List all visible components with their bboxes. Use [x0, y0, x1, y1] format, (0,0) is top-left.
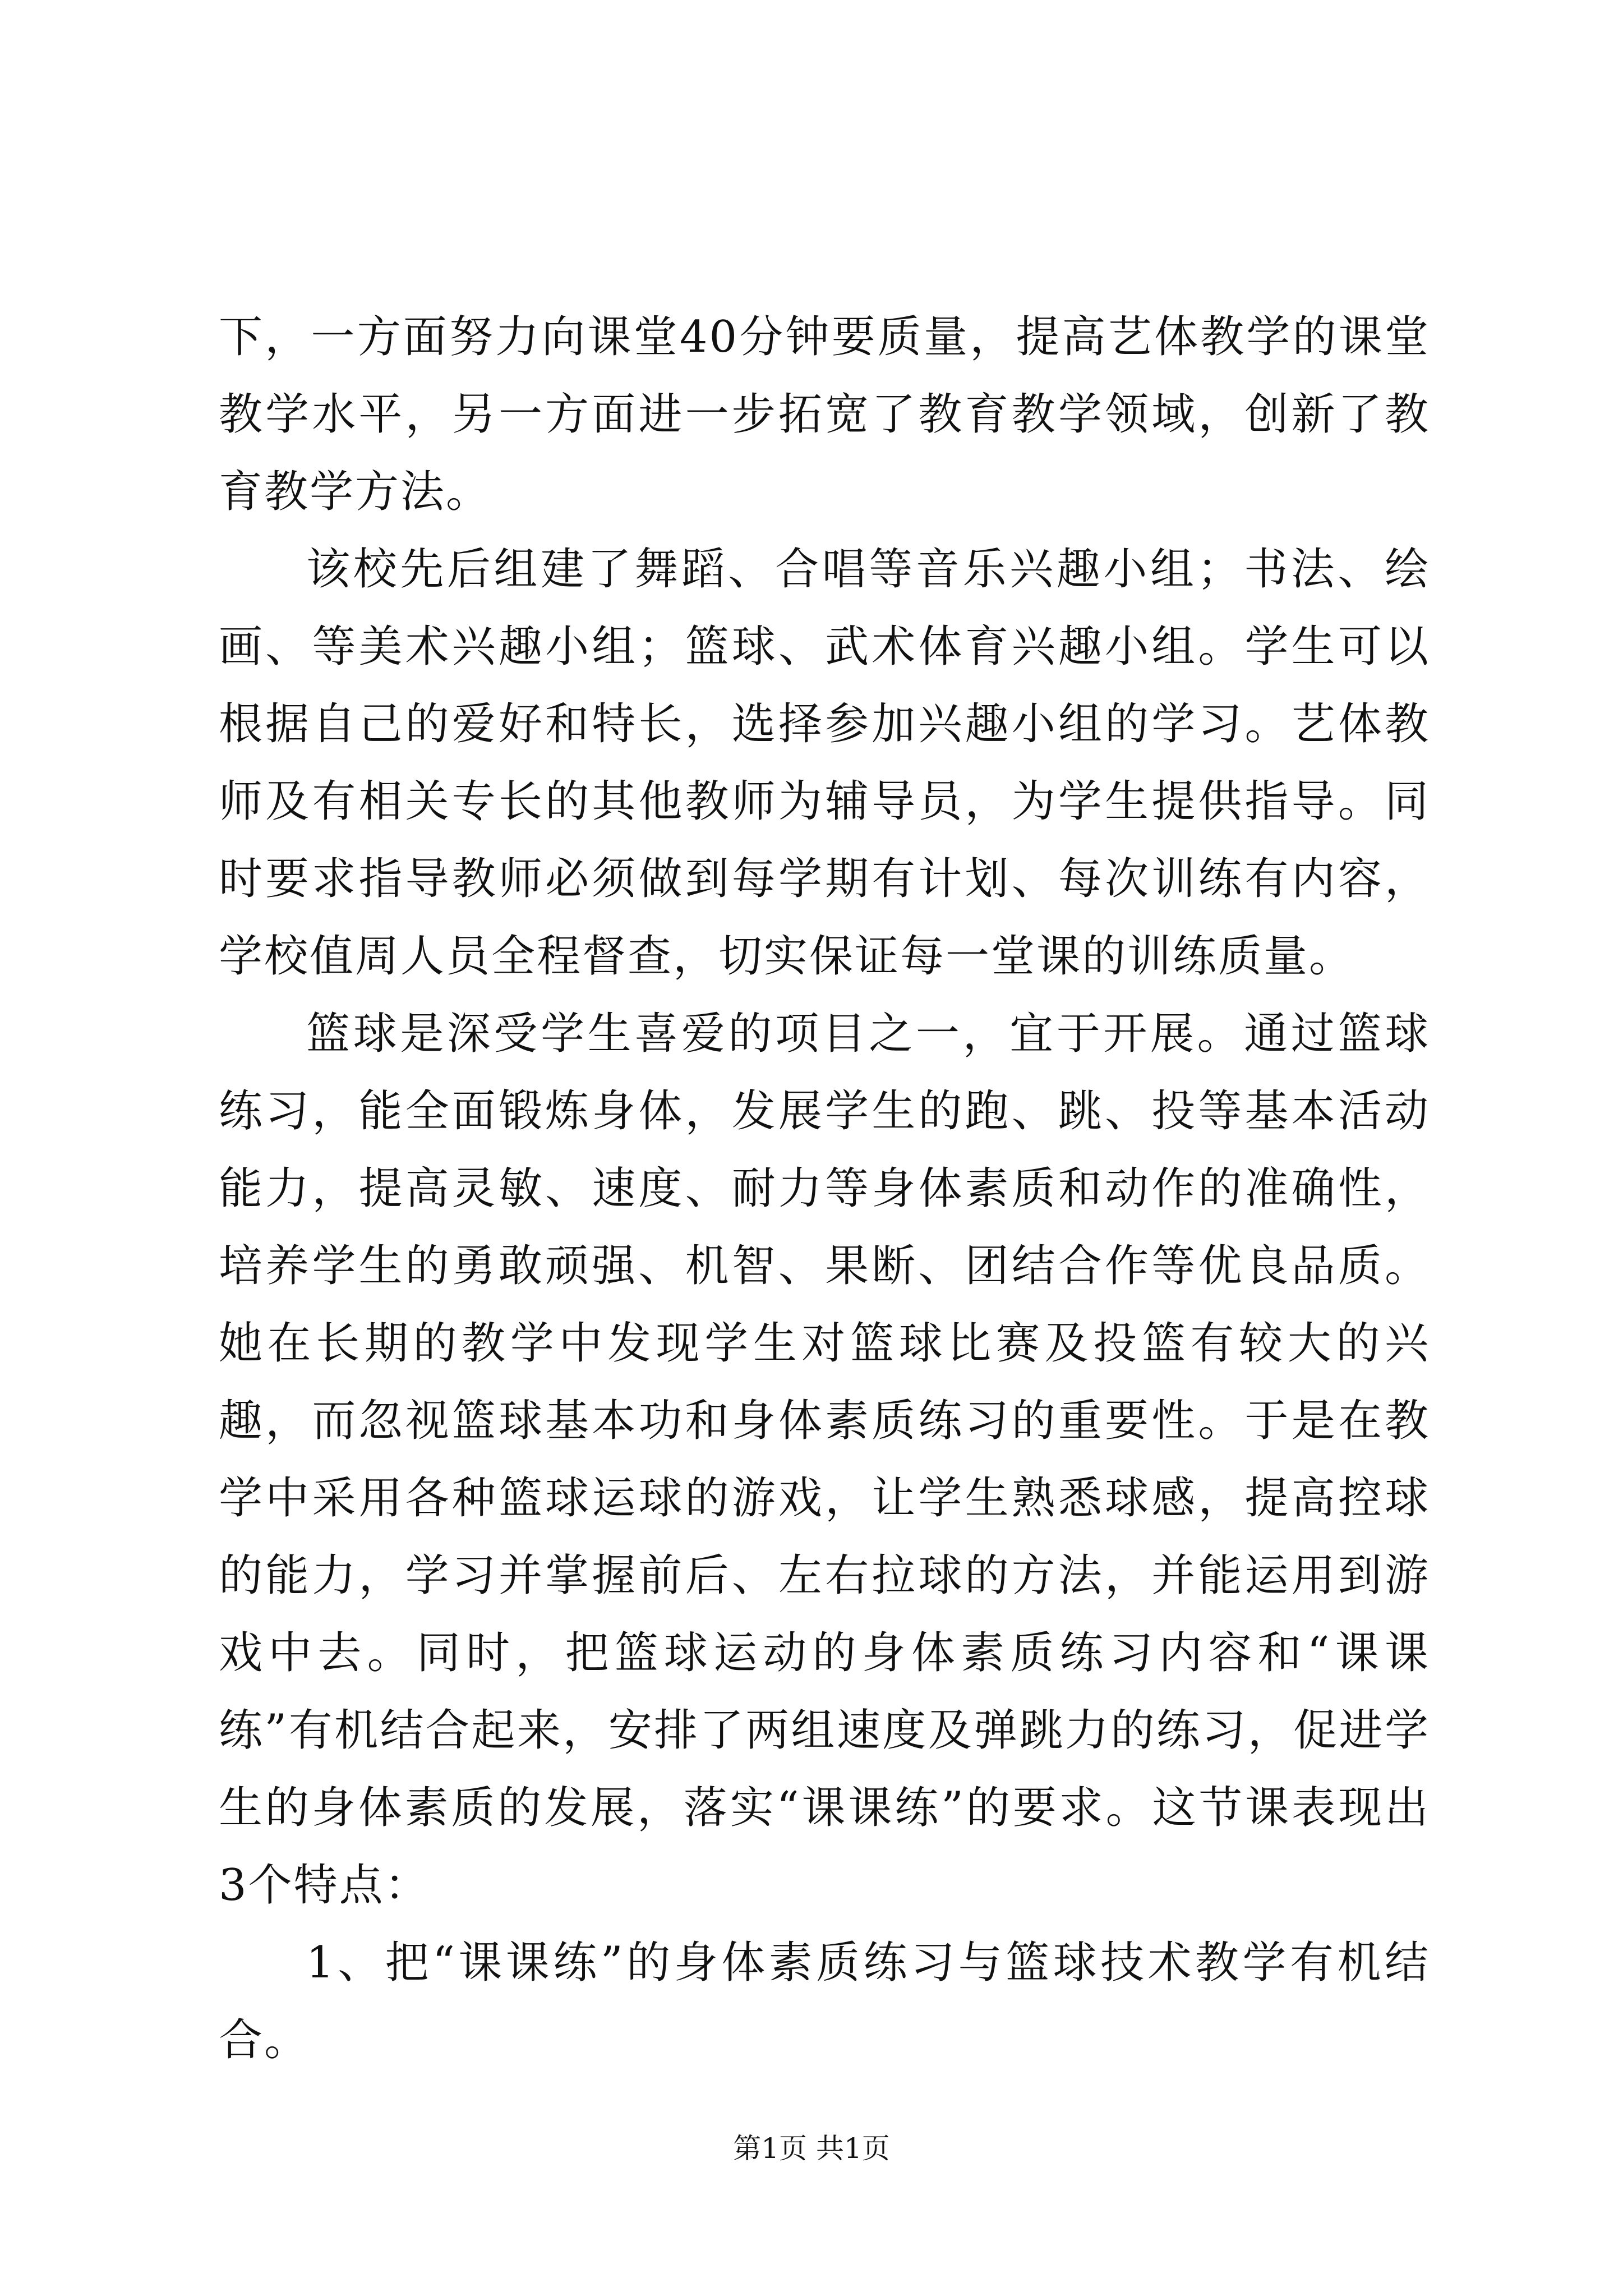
- paragraph-feature-1: 1、把“课课练”的身体素质练习与篮球技术教学有机结合。: [219, 1938, 1430, 2065]
- page-footer: 第1页 共1页: [733, 2132, 890, 2165]
- paragraph-interest-groups: 该校先后组建了舞蹈、合唱等音乐兴趣小组；书法、绘画、等美术兴趣小组；篮球、武术体育兴趣小组。学生可以根据自己的爱好和特长，选择参加兴趣小组的学习。艺体教师及有相关专长的其他教师为辅导员，为学生提供指导。同时要求指导教师必须做到每学期有计划、每次训练有内容，学校值周人员全程督查，切实保证每一堂课的训练质量。: [219, 544, 1430, 982]
- body-text: [219, 298, 1430, 2079]
- paragraph-continuation: 下，一方面努力向课堂40分钟要质量，提高艺体教学的课堂教学水平，另一方面进一步拓宽了教育教学领域，创新了教育教学方法。: [219, 312, 1430, 517]
- paragraph-basketball: 篮球是深受学生喜爱的项目之一，宜于开展。通过篮球练习，能全面锻炼身体，发展学生的跑、跳、投等基本活动能力，提高灵敏、速度、耐力等身体素质和动作的准确性，培养学生的勇敢顽强、机智、果断、团结合作等优良品质。她在长期的教学中发现学生对篮球比赛及投篮有较大的兴趣，而忽视篮球基本功和身体素质练习的重要性。于是在教学中采用各种篮球运球的游戏，让学生熟悉球感，提高控球的能力，学习并掌握前后、左右拉球的方法，并能运用到游戏中去。同时，把篮球运动的身体素质练习内容和“课课练”有机结合起来，安排了两组速度及弹跳力的练习，促进学生的身体素质的发展，落实“课课练”的要求。这节课表现出3个特点：: [219, 1009, 1430, 1911]
